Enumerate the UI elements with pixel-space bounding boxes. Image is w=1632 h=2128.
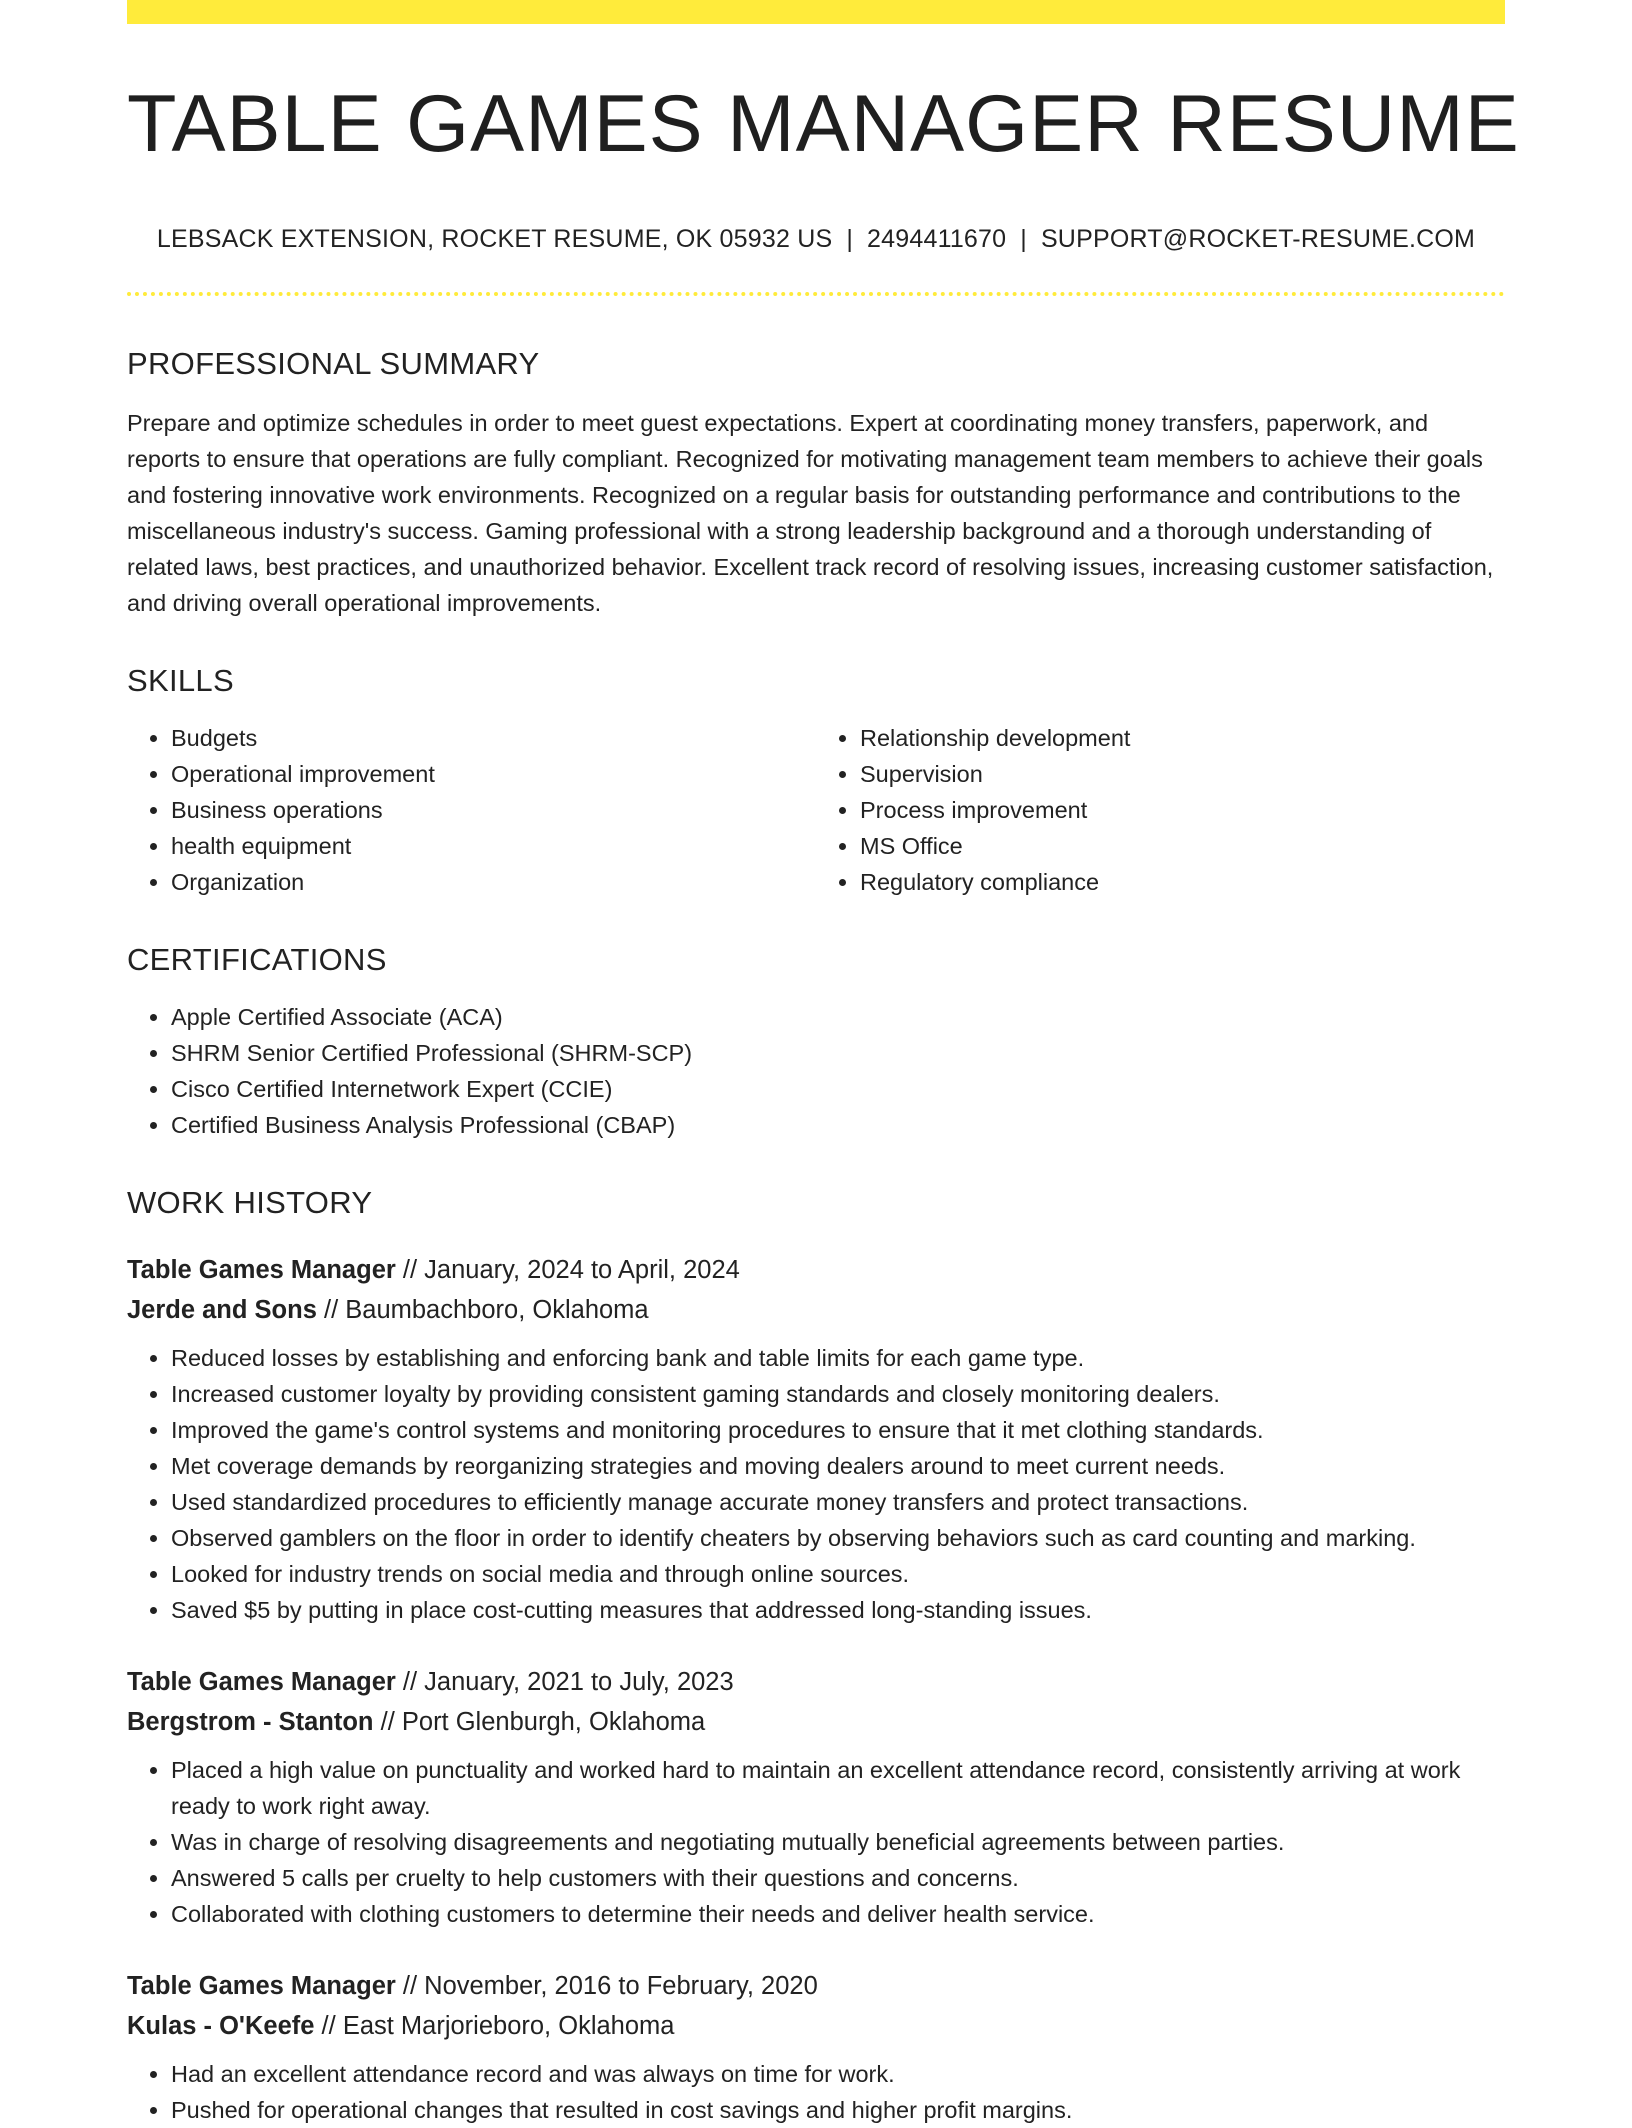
certifications-list xyxy=(127,999,1505,1143)
job-bullet: • Placed a high value on punctuality and worked hard to maintain an excellent attendance record, consistently arriving at work ready to work right away. xyxy=(171,1752,1505,1824)
job-role-line xyxy=(127,1250,1505,1290)
job-separator: // xyxy=(321,2012,336,2040)
job-bullets xyxy=(127,1340,1505,1628)
job-bullet: • Had an excellent attendance record and was always on time for work. xyxy=(171,2056,1505,2092)
job-role: Table Games Manager xyxy=(127,1256,396,1284)
work-history-heading: WORK HISTORY xyxy=(127,1185,373,1220)
job-entry xyxy=(127,1250,1505,1628)
skill-item: • Operational improvement xyxy=(171,756,816,792)
job-bullet: • Saved $5 by putting in place cost-cutting measures that addressed long-standing issues. xyxy=(171,1592,1505,1628)
job-bullet: • Increased customer loyalty by providing consistent gaming standards and closely monitoring dealers. xyxy=(171,1376,1505,1412)
dotted-divider xyxy=(127,292,1505,296)
job-company-line xyxy=(127,1290,1505,1330)
job-entry xyxy=(127,1966,1505,2128)
job-bullet: • Collaborated with clothing customers to determine their needs and deliver health service. xyxy=(171,1896,1505,1932)
job-separator: // xyxy=(380,1708,395,1736)
skill-item: • Supervision xyxy=(860,756,1505,792)
job-company-line xyxy=(127,2006,1505,2046)
summary-heading: PROFESSIONAL SUMMARY xyxy=(127,346,540,381)
skills-columns xyxy=(127,720,1505,900)
job-dates: January, 2021 to July, 2023 xyxy=(424,1668,734,1696)
contact-line xyxy=(127,225,1505,254)
job-bullet: • Was in charge of resolving disagreements and negotiating mutually beneficial agreements between parties. xyxy=(171,1824,1505,1860)
skill-item: • Organization xyxy=(171,864,816,900)
certification-item: • Cisco Certified Internetwork Expert (CCIE) xyxy=(171,1071,1505,1107)
job-company: Jerde and Sons xyxy=(127,1296,317,1324)
skill-item: • health equipment xyxy=(171,828,816,864)
job-bullet: • Observed gamblers on the floor in order to identify cheaters by observing behaviors such as card counting and marking. xyxy=(171,1520,1505,1556)
skill-item: • Process improvement xyxy=(860,792,1505,828)
contact-separator: | xyxy=(846,225,854,253)
certification-item: • Certified Business Analysis Professional (CBAP) xyxy=(171,1107,1505,1143)
job-company: Kulas - O'Keefe xyxy=(127,2012,315,2040)
skill-item: • Relationship development xyxy=(860,720,1505,756)
job-bullets xyxy=(127,1752,1505,1932)
job-bullet: • Reduced losses by establishing and enforcing bank and table limits for each game type. xyxy=(171,1340,1505,1376)
job-bullet: • Pushed for operational changes that resulted in cost savings and higher profit margins. xyxy=(171,2092,1505,2128)
job-company: Bergstrom - Stanton xyxy=(127,1708,374,1736)
job-location: East Marjorieboro, Oklahoma xyxy=(342,2012,675,2040)
contact-separator: | xyxy=(1020,225,1027,253)
job-separator: // xyxy=(402,1668,418,1696)
job-separator: // xyxy=(402,1256,418,1284)
skills-heading: SKILLS xyxy=(127,663,234,698)
job-location: Baumbachboro, Oklahoma xyxy=(345,1296,649,1324)
job-entry xyxy=(127,1662,1505,1932)
skills-list-right xyxy=(816,720,1505,900)
job-bullet: • Met coverage demands by reorganizing strategies and moving dealers around to meet current needs. xyxy=(171,1448,1505,1484)
job-role-line xyxy=(127,1662,1505,1702)
skills-list-left xyxy=(127,720,816,900)
certification-item: • SHRM Senior Certified Professional (SHRM-SCP) xyxy=(171,1035,1505,1071)
job-bullet: • Improved the game's control systems and monitoring procedures to ensure that it met clothing standards. xyxy=(171,1412,1505,1448)
job-bullet: • Used standardized procedures to efficiently manage accurate money transfers and protect transactions. xyxy=(171,1484,1505,1520)
certifications-heading: CERTIFICATIONS xyxy=(127,942,387,977)
resume-title: TABLE GAMES MANAGER RESUME xyxy=(127,79,1520,169)
job-dates: January, 2024 to April, 2024 xyxy=(424,1256,740,1284)
skill-item: • Budgets xyxy=(171,720,816,756)
job-role: Table Games Manager xyxy=(127,1972,396,2000)
contact-address: LEBSACK EXTENSION, ROCKET RESUME, OK 05932 US xyxy=(156,225,833,253)
job-separator: // xyxy=(324,1296,339,1324)
job-bullet: • Answered 5 calls per cruelty to help customers with their questions and concerns. xyxy=(171,1860,1505,1896)
job-separator: // xyxy=(402,1972,418,2000)
certification-item: • Apple Certified Associate (ACA) xyxy=(171,999,1505,1035)
job-role-line xyxy=(127,1966,1505,2006)
job-dates: November, 2016 to February, 2020 xyxy=(424,1972,818,2000)
skill-item: • Business operations xyxy=(171,792,816,828)
resume-page xyxy=(127,0,1520,2128)
job-role: Table Games Manager xyxy=(127,1668,396,1696)
job-bullets xyxy=(127,2056,1505,2128)
contact-phone: 2494411670 xyxy=(867,225,1007,253)
job-company-line xyxy=(127,1702,1505,1742)
skill-item: • Regulatory compliance xyxy=(860,864,1505,900)
job-location: Port Glenburgh, Oklahoma xyxy=(401,1708,706,1736)
summary-text: Prepare and optimize schedules in order to meet guest expectations. Expert at coordinating money transfers, paperwork, and reports to ensure that operations are fully compliant. Recognized for motivating management team members to achieve their goals and fostering innovative work environments. Recognized on a regular basis for outstanding performance and contributions to the miscellaneous industry's success. Gaming professional with a strong leadership background and a thorough understanding of related laws, best practices, and unauthorized behavior. Excellent track record of resolving issues, increasing customer satisfaction, and driving overall operational improvements. xyxy=(127,410,1494,616)
job-bullet: • Looked for industry trends on social media and through online sources. xyxy=(171,1556,1505,1592)
skill-item: • MS Office xyxy=(860,828,1505,864)
top-accent-bar xyxy=(127,0,1505,24)
contact-email: SUPPORT@ROCKET-RESUME.COM xyxy=(1040,225,1476,253)
